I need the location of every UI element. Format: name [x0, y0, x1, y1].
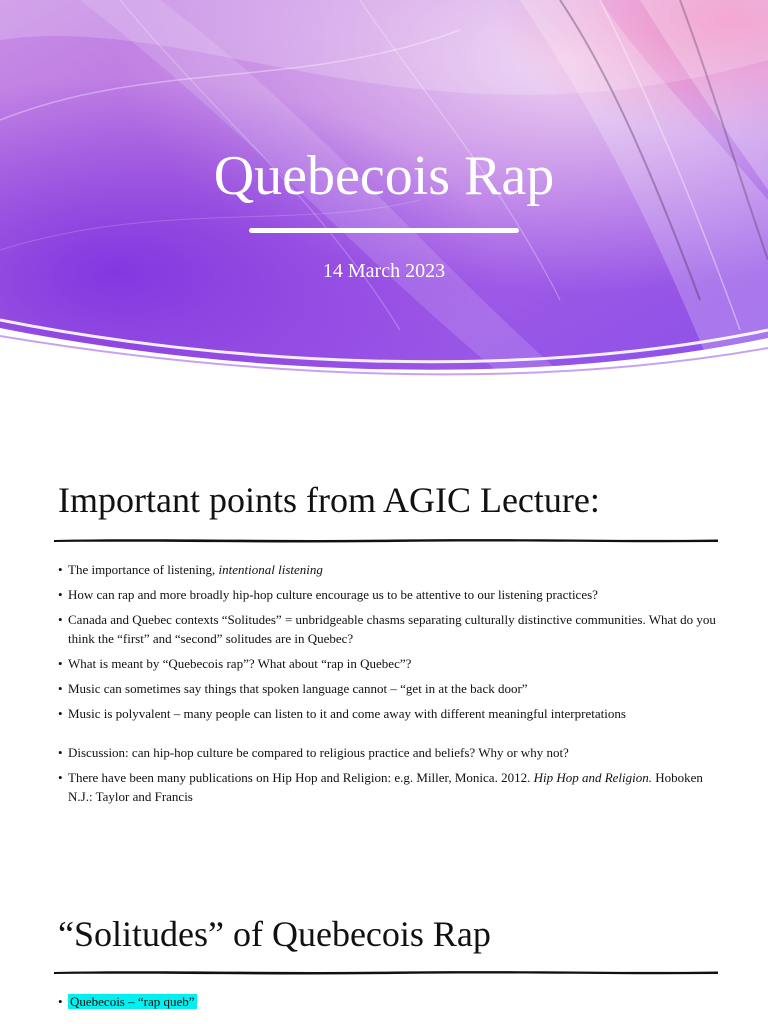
list-item: • What is meant by “Quebecois rap”? What about “rap in Quebec”?	[58, 654, 728, 673]
slide-heading: Important points from AGIC Lecture:	[58, 480, 600, 520]
title-slide	[0, 0, 768, 390]
heading-divider	[54, 968, 718, 976]
list-item: • Music can sometimes say things that spoken language cannot – “get in at the back door”	[58, 679, 728, 698]
list-item	[58, 992, 728, 1011]
agic-bullet-list	[58, 560, 728, 812]
title-underline	[249, 228, 519, 233]
heading-divider	[54, 536, 718, 544]
presentation-title: Quebecois Rap	[213, 145, 555, 207]
presentation-date: 14 March 2023	[322, 260, 446, 282]
list-item: • How can rap and more broadly hip-hop culture encourage us to be attentive to our listening practices?	[58, 585, 728, 604]
list-item: • Canada and Quebec contexts “Solitudes” = unbridgeable chasms separating culturally distinctive communities. What do you think the “first” and “second” solitudes are in Quebec?	[58, 610, 728, 648]
slide-heading: “Solitudes” of Quebecois Rap	[58, 914, 491, 954]
solitudes-bullet-list	[58, 992, 728, 1017]
list-item: • The importance of listening, intentional listening	[58, 560, 728, 579]
list-item: • Discussion: can hip-hop culture be compared to religious practice and beliefs? Why or why not?	[58, 743, 728, 762]
list-item: • There have been many publications on Hip Hop and Religion: e.g. Miller, Monica. 2012. Hip Hop and Religion. Hoboken N.J.: Taylor and Francis	[58, 768, 728, 806]
highlighted-text: Quebecois – “rap queb”	[70, 994, 195, 1009]
list-item: • Music is polyvalent – many people can listen to it and come away with different meaningful interpretations	[58, 704, 728, 723]
